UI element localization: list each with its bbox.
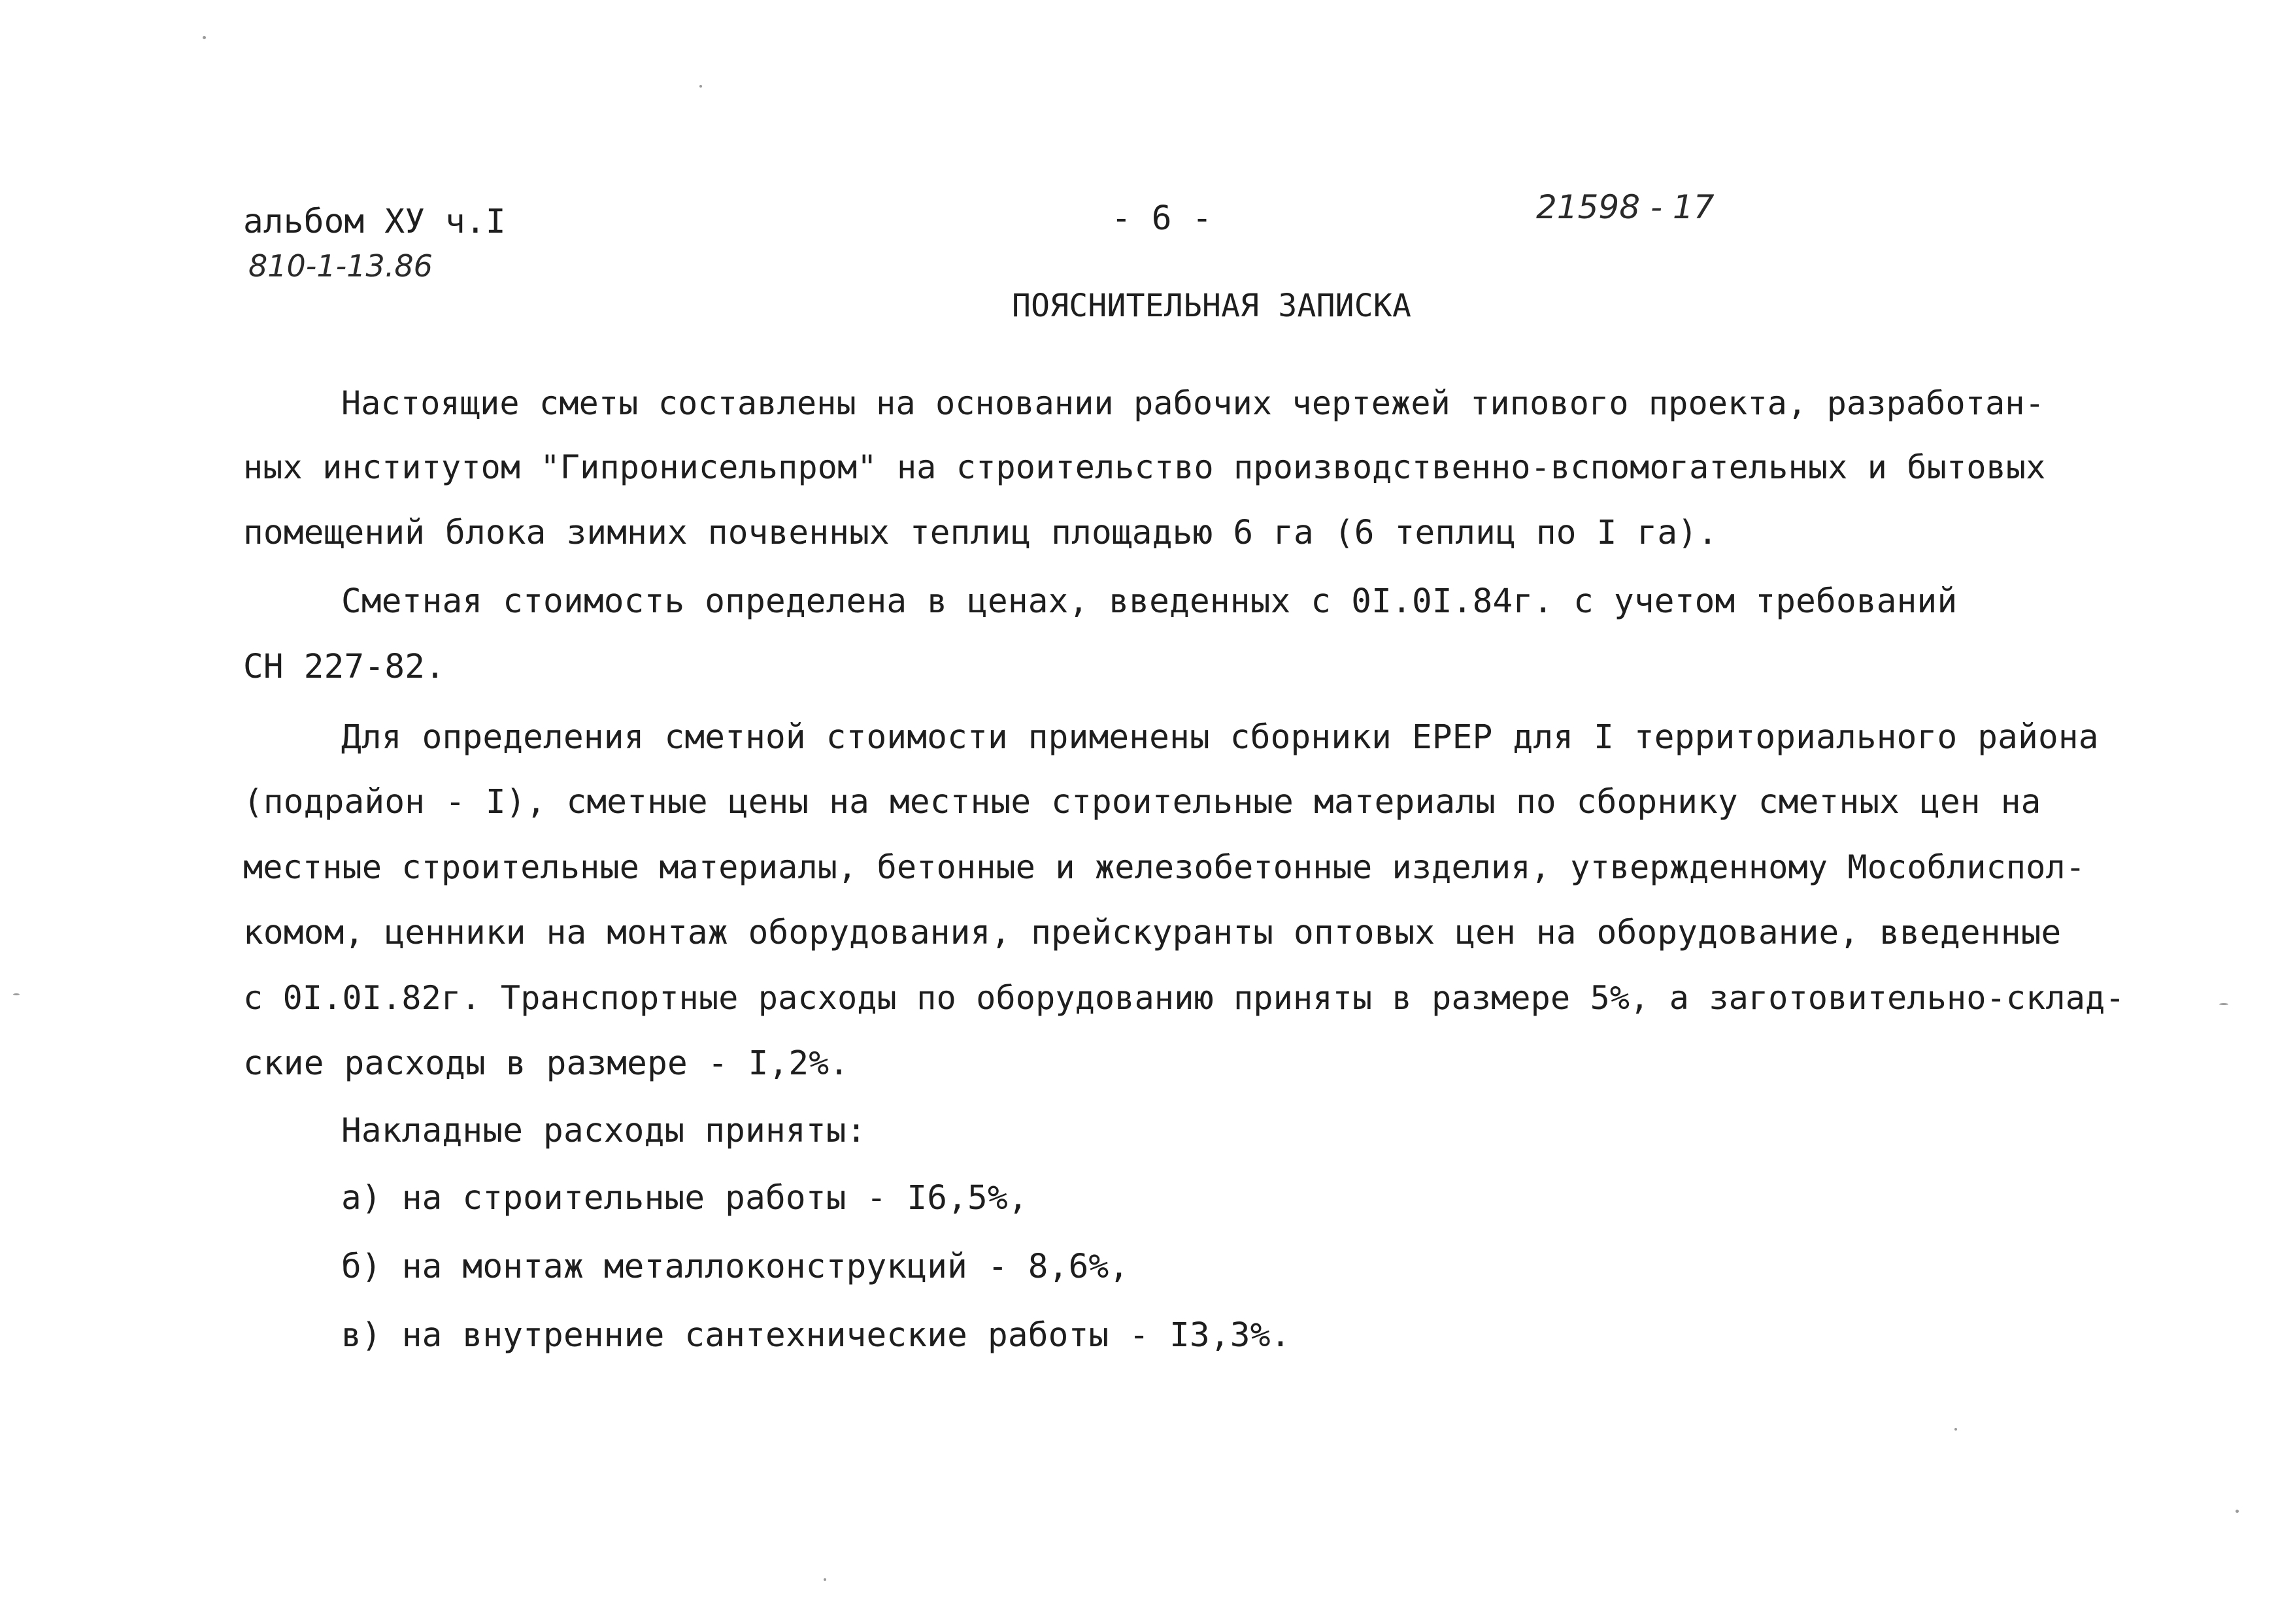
scan-speck: [1954, 1428, 1957, 1431]
paragraph-3-line-3: местные строительные материалы, бетонные и железобетонные изделия, утвержденному Мособлиспол-: [243, 848, 2086, 886]
paragraph-3-line-1: Для определения сметной стоимости применены сборники ЕРЕР для I территориального района: [341, 718, 2099, 757]
overhead-item-b: б) на монтаж металлоконструкций - 8,6%,: [341, 1248, 1130, 1286]
overhead-item-a: а) на строительные работы - I6,5%,: [341, 1179, 1028, 1218]
paragraph-1-line-1: Настоящие сметы составлены на основании рабочих чертежей типового проекта, разработан-: [341, 384, 2045, 422]
handwritten-code: 810-1-13.86: [248, 248, 433, 284]
document-title: ПОЯСНИТЕЛЬНАЯ ЗАПИСКА: [1012, 288, 1412, 324]
handwritten-document-number: 21598 - 17: [1536, 188, 1715, 226]
page-number: - 6 -: [1111, 199, 1213, 238]
paragraph-1-line-3: помещений блока зимних почвенных теплиц площадью 6 га (6 теплиц по I га).: [243, 514, 1718, 552]
scan-speck: [699, 85, 702, 88]
paragraph-3-line-6: ские расходы в размере - I,2%.: [243, 1044, 850, 1083]
scan-speck: [2219, 1003, 2228, 1005]
paragraph-3-line-5: с 0I.0I.82г. Транспортные расходы по оборудованию приняты в размере 5%, а заготовительно-склад-: [243, 979, 2125, 1017]
overhead-item-c: в) на внутренние сантехнические работы - I3,3%.: [341, 1316, 1291, 1355]
album-label: альбом ХУ ч.I: [243, 203, 506, 241]
overhead-intro: Накладные расходы приняты:: [341, 1112, 867, 1150]
paragraph-3-line-4: комом, ценники на монтаж оборудования, прейскуранты оптовых цен на оборудование, введенные: [243, 914, 2062, 952]
paragraph-3-line-2: (подрайон - I), сметные цены на местные строительные материалы по сборнику сметных цен на: [243, 783, 2041, 821]
scan-speck: [824, 1578, 826, 1581]
scan-speck: [2236, 1510, 2239, 1513]
scan-speck: [203, 36, 206, 39]
scan-speck: [13, 993, 20, 995]
paragraph-2-line-1: Сметная стоимость определена в ценах, введенных с 0I.0I.84г. с учетом требований: [341, 582, 1958, 621]
paragraph-1-line-2: ных институтом "Гипронисельпром" на строительство производственно-вспомогательных и бытовых: [243, 448, 2046, 486]
paragraph-2-line-2: СН 227-82.: [243, 648, 446, 686]
